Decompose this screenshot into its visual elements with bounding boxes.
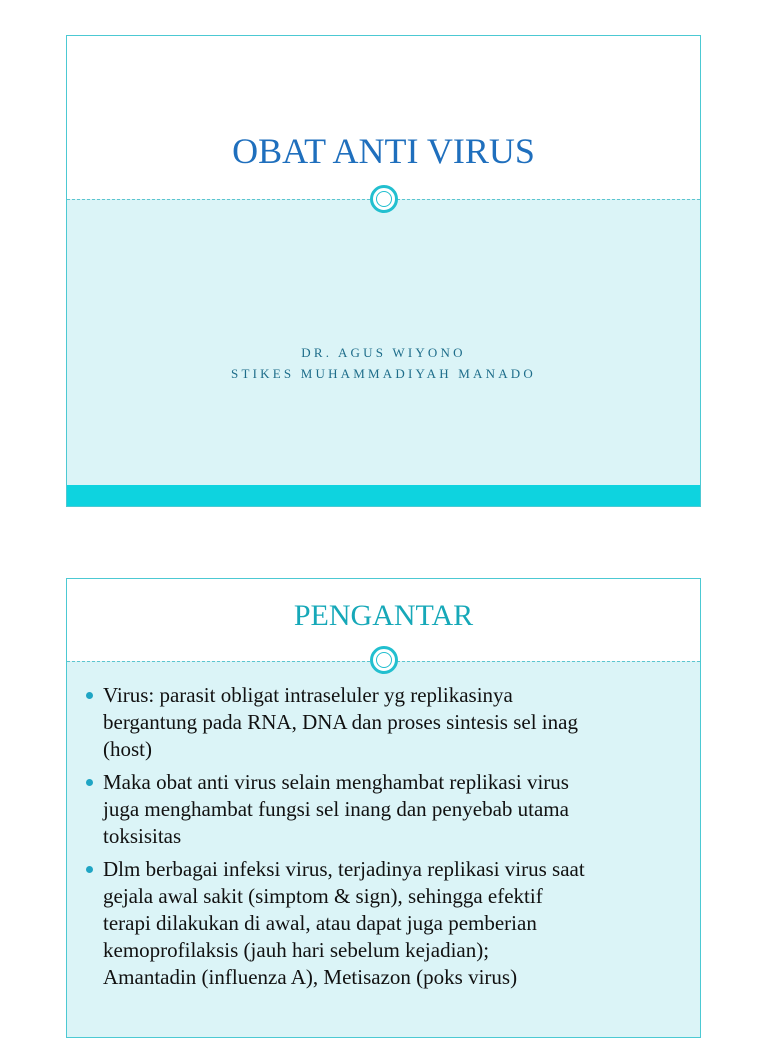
- circle-ornament-icon: [370, 185, 398, 213]
- bullet-icon: [86, 692, 93, 699]
- author-name: DR. AGUS WIYONO: [301, 345, 466, 360]
- list-item: [85, 856, 685, 991]
- bullet-list: [85, 682, 685, 997]
- slide-header-area: [67, 36, 700, 199]
- bullet-text: Virus: parasit obligat intraseluler yg replikasinya bergantung pada RNA, DNA dan proses sintesis sel inag (host): [103, 683, 578, 761]
- slide-body-area: [67, 199, 700, 485]
- list-item: [85, 682, 685, 763]
- content-slide: [66, 578, 701, 1038]
- slide-title: OBAT ANTI VIRUS: [232, 131, 535, 171]
- title-slide: [66, 35, 701, 507]
- bullet-text: Dlm berbagai infeksi virus, terjadinya replikasi virus saat gejala awal sakit (simptom & sign), sehingga efektif terapi dilakukan di awal, atau dapat juga pemberian kemoprofilaksis (jauh hari sebelum kejadian); Amantadin (influenza A), Metisazon (poks virus): [103, 857, 585, 989]
- bullet-icon: [86, 779, 93, 786]
- slide-title: PENGANTAR: [293, 599, 474, 632]
- accent-bar: [67, 485, 700, 507]
- bullet-icon: [86, 866, 93, 873]
- list-item: [85, 769, 685, 850]
- circle-ornament-icon: [370, 646, 398, 674]
- bullet-text: Maka obat anti virus selain menghambat replikasi virus juga menghambat fungsi sel inang dan penyebab utama toksisitas: [103, 770, 569, 848]
- institution-name: STIKES MUHAMMADIYAH MANADO: [231, 366, 536, 381]
